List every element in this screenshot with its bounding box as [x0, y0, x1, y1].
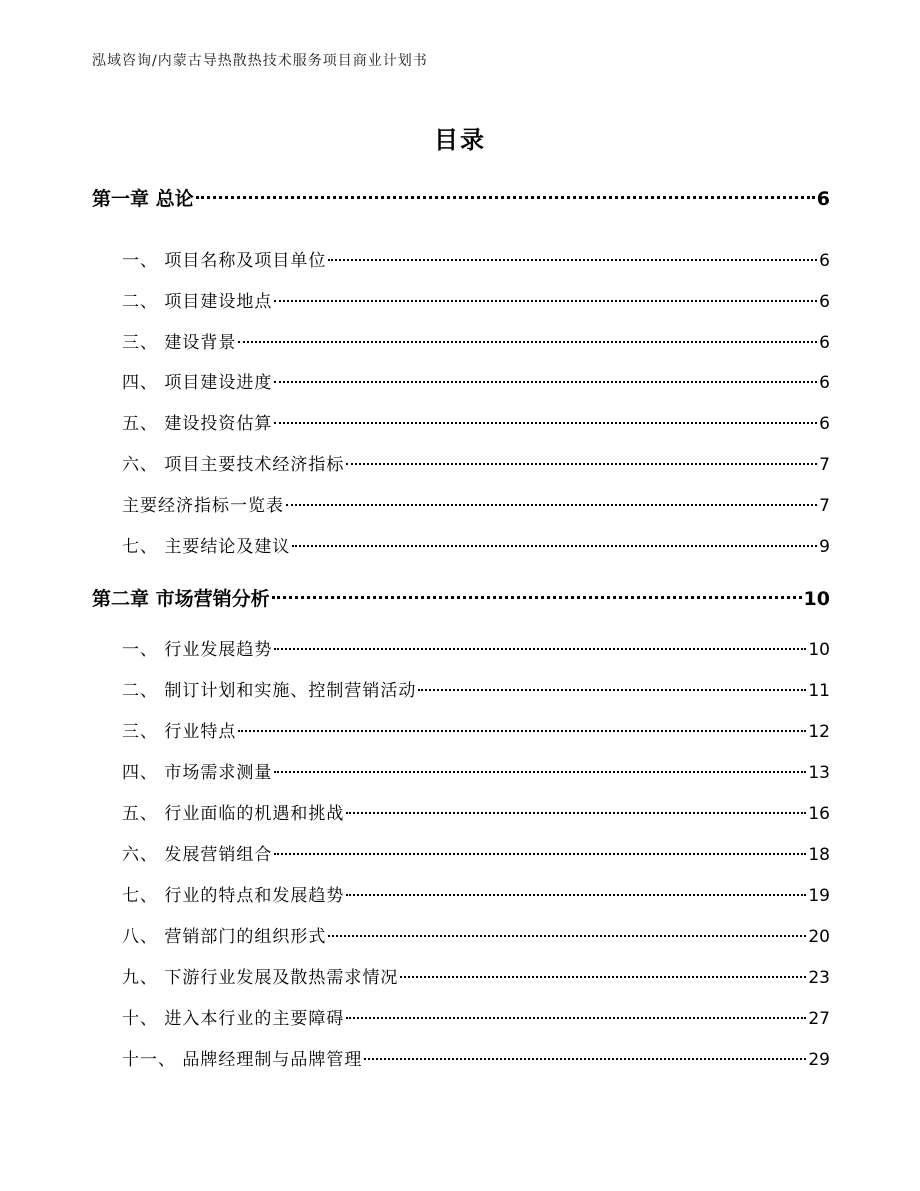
toc-section-1-7[interactable] [92, 532, 830, 557]
dot-leader [274, 381, 817, 383]
toc-section-2-3[interactable] [92, 717, 830, 742]
toc-entry-label: 八、 营销部门的组织形式 [122, 927, 327, 947]
toc-section-2-5[interactable] [92, 799, 830, 824]
toc-entry-label: 五、 建设投资估算 [122, 414, 273, 434]
toc-entry-page: 19 [808, 886, 830, 906]
dot-leader [364, 1058, 806, 1060]
toc-entry-page: 11 [808, 681, 830, 701]
toc-section-2-2[interactable] [92, 676, 830, 701]
toc-section-2-6[interactable] [92, 840, 830, 865]
toc-entry-label: 六、 发展营销组合 [122, 845, 273, 865]
toc-entry-page: 23 [808, 968, 830, 988]
dot-leader [292, 545, 817, 547]
dot-leader [238, 341, 817, 343]
toc-entry-label: 七、 行业的特点和发展趋势 [122, 886, 345, 906]
dot-leader [274, 771, 806, 773]
toc-entry-page: 13 [808, 763, 830, 783]
toc-entry-label: 一、 项目名称及项目单位 [122, 251, 327, 271]
toc-entry-label: 第二章 市场营销分析 [92, 588, 270, 610]
toc-entry-label: 主要经济指标一览表 [122, 496, 284, 516]
toc-section-2-11[interactable] [92, 1045, 830, 1070]
toc-entry-page: 18 [808, 845, 830, 865]
dot-leader [328, 935, 806, 937]
toc-section-1-2[interactable] [92, 287, 830, 312]
dot-leader [196, 196, 815, 199]
toc-entry-label: 五、 行业面临的机遇和挑战 [122, 804, 345, 824]
toc-section-2-8[interactable] [92, 922, 830, 947]
toc-entry-page: 6 [819, 292, 830, 312]
toc-section-2-9[interactable] [92, 963, 830, 988]
toc-entry-page: 16 [808, 804, 830, 824]
toc-entry-page: 27 [808, 1009, 830, 1029]
toc-entry-page: 6 [816, 188, 830, 210]
toc-entry-label: 十、 进入本行业的主要障碍 [122, 1009, 345, 1029]
toc-entry-label: 三、 行业特点 [122, 722, 237, 742]
toc-section-2-7[interactable] [92, 881, 830, 906]
toc-entry-page: 6 [819, 333, 830, 353]
toc-entry-label: 六、 项目主要技术经济指标 [122, 455, 345, 475]
toc-section-1-5[interactable] [92, 409, 830, 434]
dot-leader [346, 894, 806, 896]
dot-leader [274, 422, 817, 424]
dot-leader [346, 463, 817, 465]
toc-entry-page: 6 [819, 414, 830, 434]
toc-entry-label: 四、 市场需求测量 [122, 763, 273, 783]
toc-section-2-10[interactable] [92, 1004, 830, 1029]
toc-entry-label: 三、 建设背景 [122, 333, 237, 353]
toc-entry-label: 一、 行业发展趋势 [122, 640, 273, 660]
toc-entry-label: 九、 下游行业发展及散热需求情况 [122, 968, 399, 988]
toc-section-1-6[interactable] [92, 450, 830, 475]
toc-entry-page: 12 [808, 722, 830, 742]
dot-leader [274, 853, 806, 855]
dot-leader [272, 596, 802, 599]
dot-leader [274, 648, 806, 650]
table-of-contents [92, 0, 830, 1191]
toc-entry-label: 二、 项目建设地点 [122, 292, 273, 312]
toc-entry-label: 第一章 总论 [92, 188, 194, 210]
toc-entry-page: 6 [819, 373, 830, 393]
toc-entry-page: 9 [819, 537, 830, 557]
toc-section-1-1[interactable] [92, 246, 830, 271]
toc-entry-page: 7 [819, 496, 830, 516]
toc-table-1[interactable] [92, 491, 830, 516]
toc-entry-page: 10 [808, 640, 830, 660]
dot-leader [400, 976, 806, 978]
toc-section-2-4[interactable] [92, 758, 830, 783]
toc-chapter-2[interactable] [92, 584, 830, 611]
toc-entry-label: 十一、 品牌经理制与品牌管理 [122, 1050, 363, 1070]
document-header: 泓域咨询/内蒙古导热散热技术服务项目商业计划书 [92, 53, 428, 69]
dot-leader [346, 812, 806, 814]
toc-entry-label: 七、 主要结论及建议 [122, 537, 291, 557]
toc-entry-label: 二、 制订计划和实施、控制营销活动 [122, 681, 417, 701]
dot-leader [286, 504, 817, 506]
dot-leader [238, 730, 806, 732]
toc-entry-page: 7 [819, 455, 830, 475]
toc-entry-page: 10 [803, 588, 830, 610]
toc-title: 目录 [434, 126, 486, 154]
toc-entry-page: 29 [808, 1050, 830, 1070]
toc-chapter-1[interactable] [92, 184, 830, 211]
toc-entry-label: 四、 项目建设进度 [122, 373, 273, 393]
dot-leader [346, 1017, 806, 1019]
toc-section-1-3[interactable] [92, 328, 830, 353]
toc-entry-page: 6 [819, 251, 830, 271]
toc-section-2-1[interactable] [92, 635, 830, 660]
dot-leader [328, 259, 817, 261]
dot-leader [418, 689, 806, 691]
toc-entry-page: 20 [808, 927, 830, 947]
dot-leader [274, 300, 817, 302]
toc-section-1-4[interactable] [92, 368, 830, 393]
